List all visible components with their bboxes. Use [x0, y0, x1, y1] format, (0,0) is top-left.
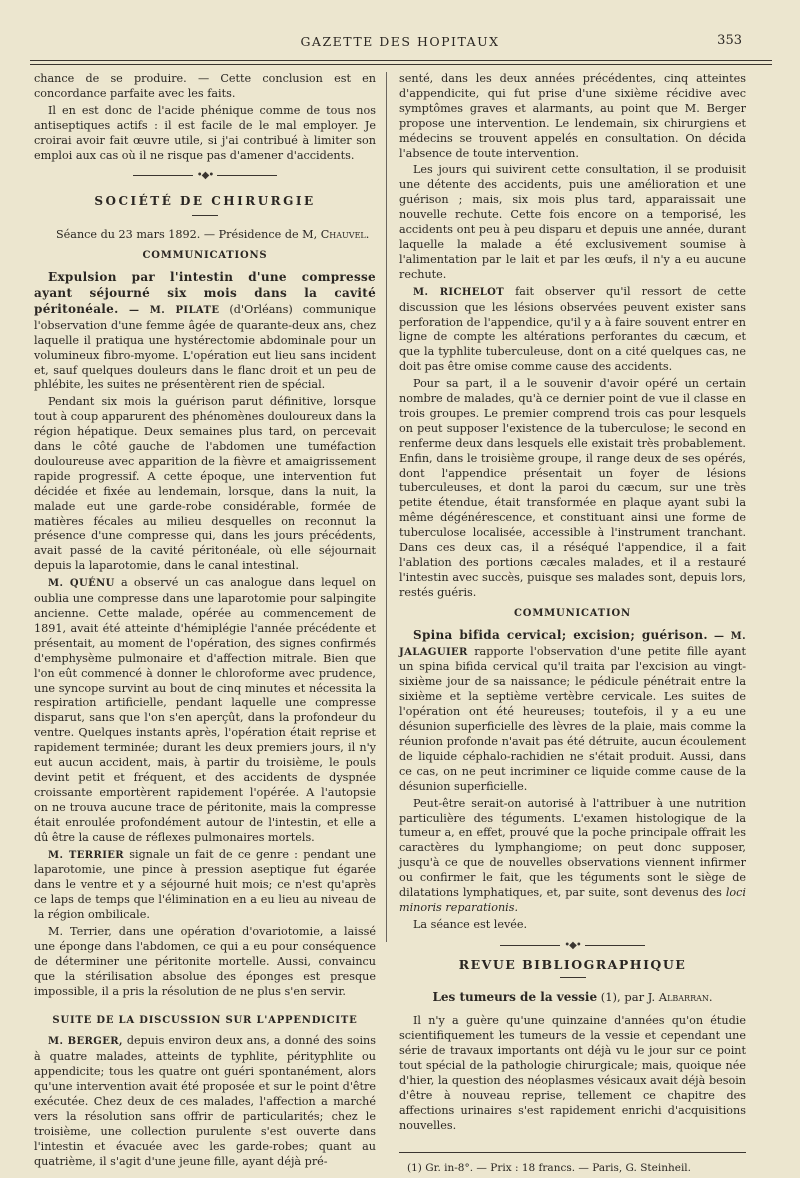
left-column	[34, 72, 376, 1172]
right-column	[399, 72, 746, 1178]
paragraph: M. QUÉNU a observé un cas analogue dans lequel on oublia une compresse dans une laparotomie pour salpingite ancienne. Cette malade, opérée au commencement de 1891, avait été atteinte d'hémiplégie l'année précédente et présentait, au moment de l'opération, des signes confirmés d'emphysème pulmonaire et d'affection mitrale. Bien que l'on eût commencé à donner le chloroforme avec prudence, une syncope survint au bout de cinq minutes et nécessita la respiration artificielle, pendant laquelle une compresse disparut, sans que l'on s'en aperçût, dans la profondeur du ventre. Quelques instants après, l'opération était reprise et rapidement terminée; durant les deux premiers jours, il n'y eut aucun accident, mais, à partir du troisième, le pouls devint petit et fréquent, et des accidents de dyspnée croissante emportèrent rapidement l'opérée. A l'autopsie on ne trouva aucune trace de péritonite, mais la compresse était enroulée profondément autour de l'intestin, et elle a dû être la cause de réflexes pulmonaires mortels.	[34, 576, 376, 844]
paragraph: Expulsion par l'intestin d'une compresse ayant séjourné six mois dans la cavité péritonéale. — M. PILATE (d'Orléans) communique l'observation d'une femme âgée de quarante-deux ans, chez laquelle il pratiqua une hystérectomie abdominale pour un volumineux fibro-myome. L'opération eut lieu sans incident et, sauf quelques douleurs dans le flanc droit et un peu de phlébite, les suites ne présentèrent rien de spécial.	[34, 270, 376, 392]
book-title-line: Les tumeurs de la vessie (1), par J. Albarran.	[432, 989, 713, 1004]
paragraph: Il n'y a guère qu'une quinzaine d'années qu'on étudie scientifiquement les tumeurs de la vessie et cependant une série de travaux importants ont déjà vu le jour sur ce point tout spécial de la pathologie chirurgicale; mais, quoique née d'hier, la question des néoplasmes vésicaux avait déjà besoin d'être à nouveau reprise, tellement ce chapitre des affections urinaires s'est rapidement enrichi d'acquisitions nouvelles.	[399, 1014, 746, 1132]
short-rule	[192, 215, 218, 216]
seance-levee: La séance est levée.	[413, 917, 528, 931]
seance-line: Séance du 23 mars 1892. — Présidence de M, Chauvel.	[56, 228, 370, 242]
article-title: Spina bifida cervical; excision; guérison.	[413, 627, 708, 642]
subheading-communications: COMMUNICATIONS	[142, 250, 268, 262]
paragraph: Spina bifida cervical; excision; guérison. — M. JALAGUIER rapporte l'observation d'une petite fille ayant un spina bifida cervical qu'il traita par l'excision au vingt-sixième jour de sa naissance; le pédicule pénétrait entre la sixième et la septième vertèbre cervicale. Les suites de l'opération ont été heureuses; toutefois, il y a eu une désunion superficielle des lèvres de la plaie, mais comme la réunion profonde n'avait pas été détruite, aucun écoulement de liquide céphalo-rachidien ne s'était produit. Aussi, dans ce cas, on ne peut incriminer ce liquide comme cause de la désunion superficielle.	[399, 627, 747, 793]
subheading-suite-discussion: SUITE DE LA DISCUSSION SUR L'APPENDICITE	[52, 1014, 358, 1026]
paragraph: Pendant six mois la guérison parut définitive, lorsque tout à coup apparurent des phénomènes douloureux dans la région hépatique. Deux semaines plus tard, on percevait dans le côté gauche de l'abdomen une tuméfaction douloureuse avec apparition de la fièvre et amaigrissement rapide progressif. A cette époque, une intervention fut décidée et fixée au lendemain, lorsque, dans la nuit, la malade eut une garde-robe considérable, formée de matières fécales au milieu desquelles on reconnut la présence d'une compresse qui, dans les jours précédents, avait passé de la cavité péritonéale, où elle séjournait depuis la laparotomie, dans le canal intestinal.	[34, 395, 376, 573]
paragraph: Peut-être serait-on autorisé à l'attribuer à une nutrition particulière des téguments. L'examen histologique de la tumeur a, en effet, prouvé que la poche principale offrait les caractères du lymphangiome; on peut donc supposer, jusqu'à ce que de nouvelles observations viennent infirmer ou confirmer le fait, que les téguments sont le siège de dilatations lymphatiques, et, par suite, sont devenus des loci minoris reparationis.	[399, 796, 746, 914]
footnote: (1) Gr. in-8°. — Prix : 18 francs. — Paris, G. Steinheil.	[407, 1161, 691, 1174]
paragraph: Les jours qui suivirent cette consultation, il se produisit une détente des accidents, puis une amélioration et une guérison ; mais, six mois plus tard, apparaissait une nouvelle rechute. Cette fois encore on a temporisé, les accidents ont peu à peu disparu et depuis une année, durant laquelle la malade a été exclusivement soumise à l'alimentation par le lait et par les œufs, il n'y a eu aucune rechute.	[399, 163, 746, 281]
paragraph: Il en est donc de l'acide phénique comme de tous nos antiseptiques actifs : il est facile de le mal employer. Je croirai avoir fait œuvre utile, si j'ai contribué à limiter son emploi aux cas où il ne risque pas d'amener d'accidents.	[34, 103, 376, 162]
page-number: 353	[717, 33, 742, 48]
section-ornament: •◆•	[34, 169, 376, 184]
paragraph: Pour sa part, il a le souvenir d'avoir opéré un certain nombre de malades, qu'à ce dernier point de vue il classe en trois groupes. Le premier comprend trois cas pour lesquels on peut supposer l'existence de la tuberculose; le second en renferme deux dans lesquels elle existait très probablement. Enfin, dans le troisième groupe, il range deux de ses opérés, dont l'appendice présentait un foyer de lésions tuberculeuses, et dont la paroi du cæcum, sur une très petite étendue, était transformée en plaque ayant subi la même dégénérescence, et constituant ainsi une forme de tuberculose localisée, accessible à l'instrument tranchant. Dans ces deux cas, il a réséqué l'appendice, il a fait l'ablation des portions cæcales malades, et il a restauré l'intestin avec succès, puisque ses malades sont, depuis lors, restés guéris.	[399, 377, 746, 599]
paragraph: M. RICHELOT fait observer qu'il ressort de cette discussion que les lésions observées peuvent exister sans perforation de l'appendice, qu'il y a à faire souvent entrer en ligne de compte les altérations perforantes du cæcum, et que la typhlite tuberculeuse, dont on a cité quelques cas, ne doit pas être omise comme cause des accidents.	[399, 284, 746, 374]
header-rule	[30, 60, 772, 61]
subheading-communication: COMMUNICATION	[514, 607, 631, 619]
section-title: SOCIÉTÉ DE CHIRURGIE	[94, 194, 316, 209]
paragraph: senté, dans les deux années précédentes, cinq atteintes d'appendicite, qui fut prise d'une sixième récidive avec symptômes graves et alarmants, au point que M. Berger propose une intervention. Le lendemain, six chirurgiens et médecins se trouvent appelés en consultation. On décida l'absence de toute intervention.	[399, 72, 746, 160]
running-head: GAZETTE DES HOPITAUX	[300, 34, 500, 49]
short-rule	[560, 977, 586, 978]
paragraph: M. TERRIER signale un fait de ce genre : pendant une laparotomie, une pince à pression aseptique fut égarée dans le ventre et y a séjourné huit mois; ce n'est qu'après ce laps de temps que l'élimination en a eu lieu au niveau de la région ombilicale.	[34, 847, 376, 922]
paragraph: chance de se produire. — Cette conclusion est en concordance parfaite avec les faits.	[34, 72, 376, 100]
column-divider	[386, 72, 387, 942]
paragraph: M. Terrier, dans une opération d'ovariotomie, a laissé une éponge dans l'abdomen, ce qui a eu pour conséquence de déterminer une péritonite mortelle. Aussi, convaincu que la stérilisation absolue des éponges est presque impossible, il a pris la résolution de ne plus s'en servir.	[34, 925, 376, 998]
paragraph: M. BERGER, depuis environ deux ans, a donné des soins à quatre malades, atteints de typhlite, pérityphlite ou appendicite; tous les quatre ont guéri spontanément, alors qu'une intervention avait été proposée et sur le point d'être exécutée. Chez deux de ces malades, l'affection a marché vers la résolution sans offrir de particularités; chez le troisième, une collection purulente s'est ouverte dans l'intestin et évacuée avec les garde-robes; quant au quatrième, il s'agit d'une jeune fille, ayant déjà pré-	[34, 1034, 376, 1168]
header-rule-second	[30, 64, 772, 65]
revue-title: REVUE BIBLIOGRAPHIQUE	[458, 956, 687, 972]
section-ornament: •◆•	[399, 939, 746, 954]
article-title: Expulsion par l'intestin d'une compresse ayant séjourné six mois dans la cavité péritonéale.	[34, 270, 376, 316]
footnote-rule	[399, 1152, 746, 1153]
